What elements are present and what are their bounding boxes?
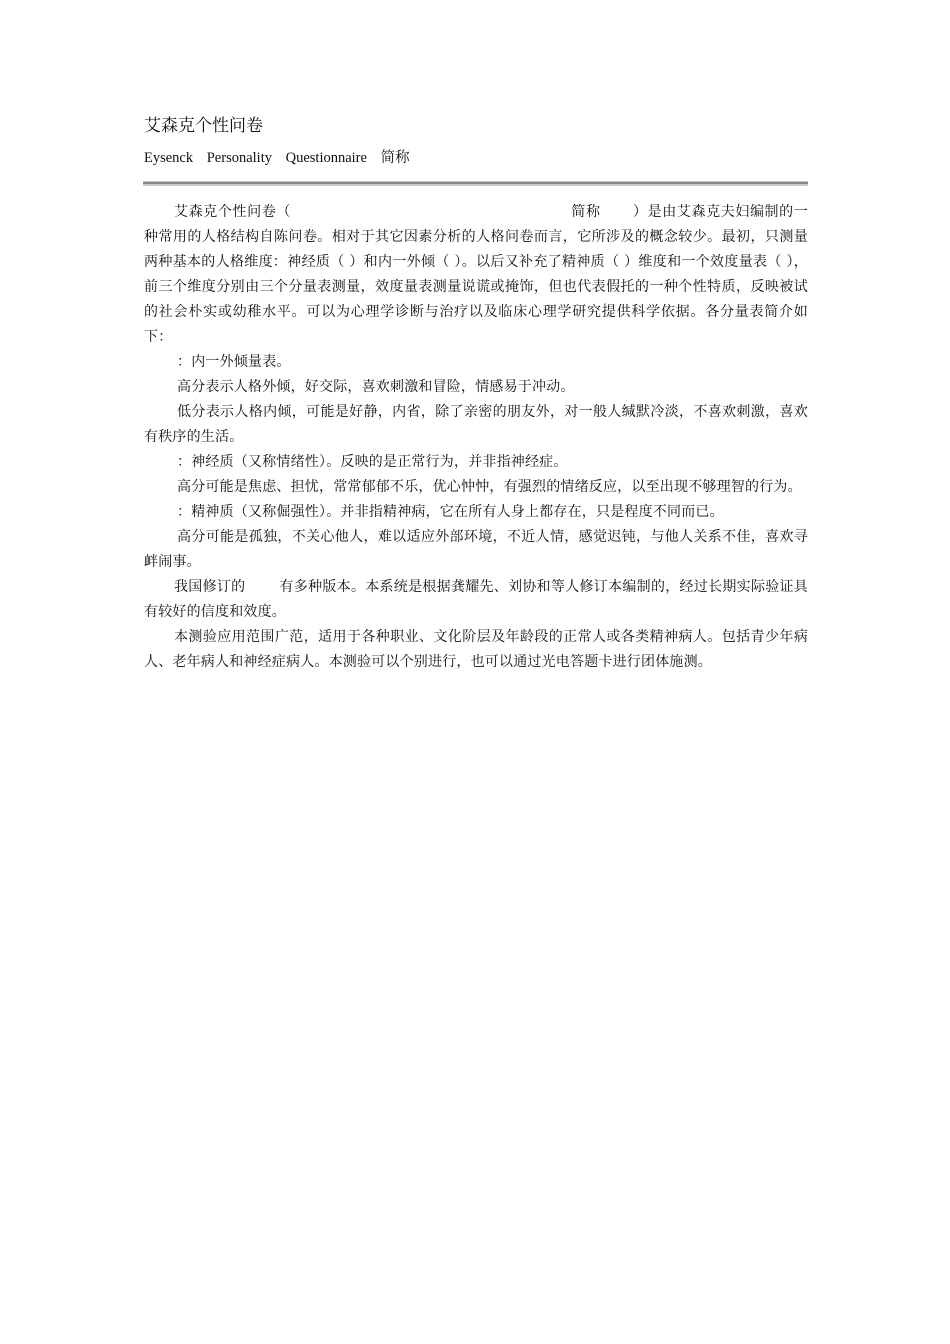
document-subtitle: Eysenck Personality Questionnaire 简称	[144, 150, 410, 166]
scope-paragraph: 本测验应用范围广范，适用于各种职业、文化阶层及年龄段的正常人或各类精神病人。包括青少年病人、老年病人和神经症病人。本测验可以个别进行，也可以通过光电答题卡进行团体施测。	[144, 629, 808, 670]
intro-paragraph: 艾森克个性问卷（ 简称 ）是由艾森克夫妇编制的一种常用的人格结构自陈问卷。相对于其它因素分析的人格问卷而言，它所涉及的概念较少。最初，只测量两种基本的人格维度：神经质（ ）和内一外倾（ ）。以后又补充了精神质（ ）维度和一个效度量表（ ），前三个维度分别由三个分量表测量，效度量表测量说谎或掩饰，但也代表假托的一种个性特质，反映被试的社会朴实或幼稚水平。可以为心理学诊断与治疗以及临床心理学研究提供科学依据。各分量表简介如下：	[144, 204, 808, 345]
document-body	[144, 200, 808, 675]
header-divider	[143, 181, 808, 186]
scale-n-heading: ：神经质（又称情绪性）。反映的是正常行为，并非指神经症。	[177, 454, 568, 470]
document-title: 艾森克个性问卷	[144, 116, 263, 136]
revision-paragraph: 我国修订的 有多种版本。本系统是根据龚耀先、刘协和等人修订本编制的，经过长期实际验证具有较好的信度和效度。	[144, 579, 809, 620]
scale-e-low: 低分表示人格内倾，可能是好静，内省，除了亲密的朋友外，对一般人缄默冷淡，不喜欢刺激，喜欢有秩序的生活。	[144, 404, 808, 445]
scale-p-heading: ：精神质（又称倔强性）。并非指精神病，它在所有人身上都存在，只是程度不同而已。	[177, 504, 724, 520]
scale-e-high: 高分表示人格外倾，好交际，喜欢刺激和冒险，情感易于冲动。	[177, 379, 575, 395]
scale-p-high: 高分可能是孤独，不关心他人，难以适应外部环境，不近人情，感觉迟钝，与他人关系不佳，喜欢寻衅闹事。	[144, 529, 808, 570]
scale-n-high: 高分可能是焦虑、担忧，常常郁郁不乐，优心忡忡，有强烈的情绪反应，以至出现不够理智的行为。	[177, 479, 802, 495]
scale-e-heading: ：内一外倾量表。	[177, 354, 291, 370]
